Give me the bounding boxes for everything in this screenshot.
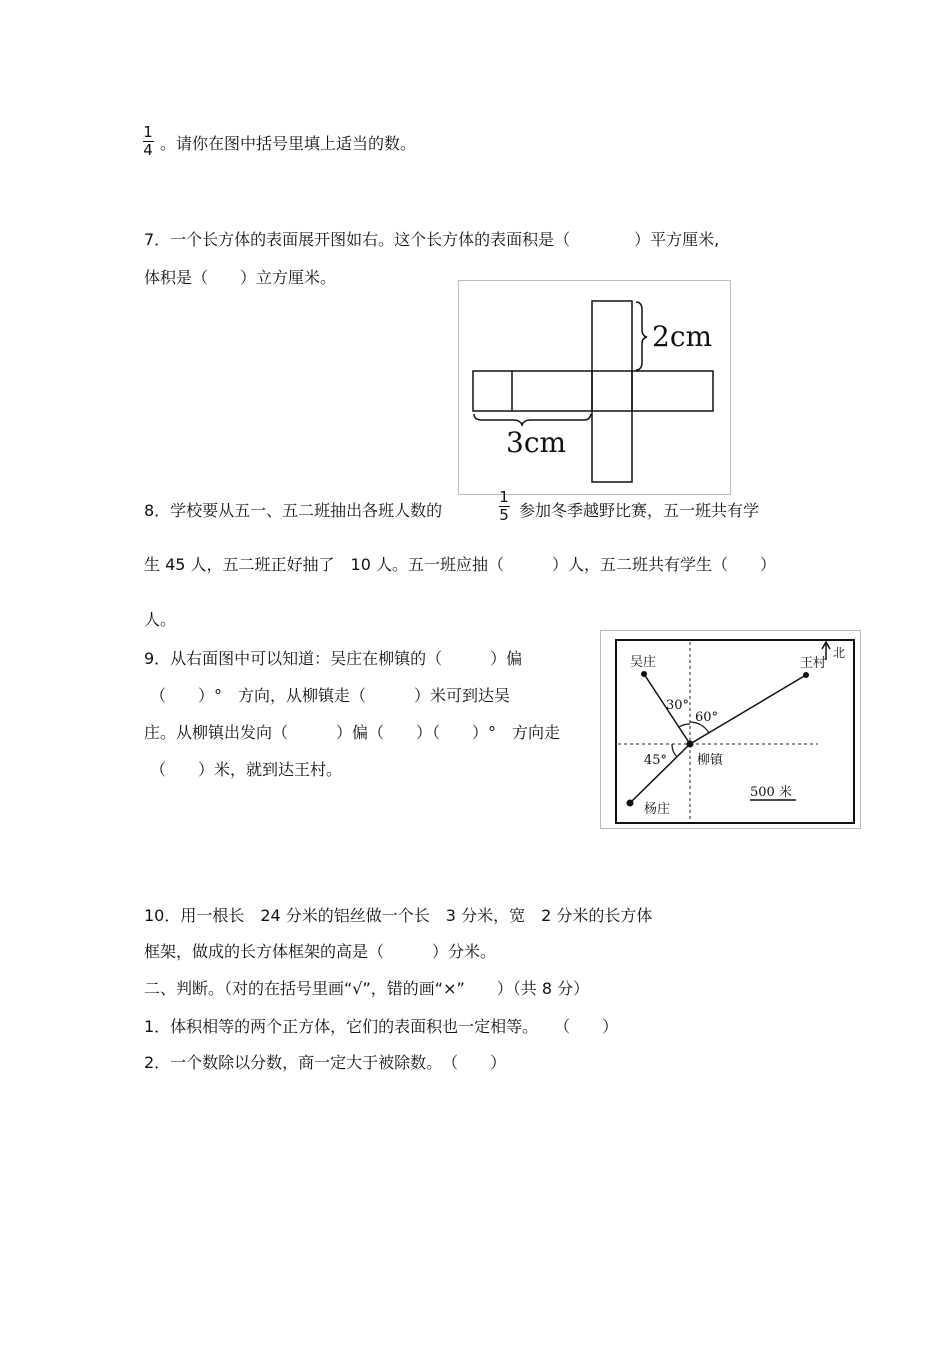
- q9-line3: 庄。从柳镇出发向（ ）偏（ ）（ ）° 方向走: [144, 723, 561, 742]
- brace-3cm: [474, 414, 591, 425]
- section2-item1: 1．体积相等的两个正方体，它们的表面积也一定相等。 （ ）: [144, 1017, 619, 1036]
- figure-border: [459, 281, 731, 495]
- cuboid-net-figure: [458, 280, 732, 500]
- q7-line1: 7．一个长方体的表面展开图如右。这个长方体的表面积是（ ）平方厘米,: [144, 230, 720, 249]
- net-horizontal-strip: [473, 371, 713, 411]
- yangzhuang-label: 杨庄: [644, 802, 671, 817]
- q8-line3: 人。: [144, 610, 177, 629]
- cuboid-net-svg: [458, 280, 732, 496]
- section2-title: 二、判断。（对的在括号里画“√”，错的画“×” ）（共 8 分）: [144, 979, 590, 998]
- fraction-numerator: 1: [499, 488, 509, 506]
- top-instruction: 。请你在图中括号里填上适当的数。: [160, 134, 417, 153]
- brace-2cm: [636, 302, 647, 370]
- liuzhen-point: [687, 741, 694, 748]
- q10-line2: 框架，做成的长方体框架的高是（ ）分米。: [144, 942, 497, 961]
- q7-line2: 体积是（ ）立方厘米。: [144, 268, 337, 287]
- direction-map-svg: [600, 630, 862, 830]
- arc-45: [672, 744, 677, 757]
- liuzhen-label: 柳镇: [697, 753, 724, 768]
- label-2cm: 2cm: [652, 320, 713, 353]
- wuzhuang-point: [641, 671, 647, 677]
- net-vertical-strip: [592, 301, 632, 482]
- angle-45-label: 45°: [644, 753, 668, 768]
- q8-line2: 生 45 人，五二班正好抽了 10 人。五一班应抽（ ）人，五二班共有学生（ ）: [144, 555, 776, 574]
- arc-30: [679, 724, 690, 727]
- q8-line1a: 8．学校要从五一、五二班抽出各班人数的: [144, 501, 443, 520]
- fraction-denominator: 5: [499, 506, 509, 524]
- angle-30-label: 30°: [666, 698, 690, 713]
- label-3cm: 3cm: [506, 426, 567, 459]
- q9-line1: 9．从右面图中可以知道：吴庄在柳镇的（ ）偏: [144, 649, 523, 668]
- fraction-numerator: 1: [143, 123, 153, 141]
- yangzhuang-point: [627, 800, 634, 807]
- q8-line1b: 参加冬季越野比赛，五一班共有学: [519, 501, 760, 520]
- north-label: 北: [833, 646, 846, 660]
- scale-label: 500 米: [750, 785, 792, 800]
- q9-line2: （ ）° 方向，从柳镇走（ ）米可到达吴: [150, 686, 511, 705]
- section2-item2: 2．一个数除以分数，商一定大于被除数。 （ ）: [144, 1053, 507, 1072]
- fraction-denominator: 4: [143, 141, 153, 159]
- q10-line1: 10．用一根长 24 分米的铝丝做一个长 3 分米，宽 2 分米的长方体: [144, 906, 653, 925]
- q9-line4: （ ）米，就到达王村。: [150, 760, 343, 779]
- fraction-one-quarter: [141, 124, 155, 159]
- direction-map-figure: [600, 630, 862, 834]
- wangcun-point: [803, 672, 809, 678]
- fraction-one-fifth: [497, 489, 511, 524]
- angle-60-label: 60°: [695, 710, 719, 725]
- wuzhuang-label: 吴庄: [630, 655, 657, 670]
- wangcun-label: 王村: [800, 656, 827, 671]
